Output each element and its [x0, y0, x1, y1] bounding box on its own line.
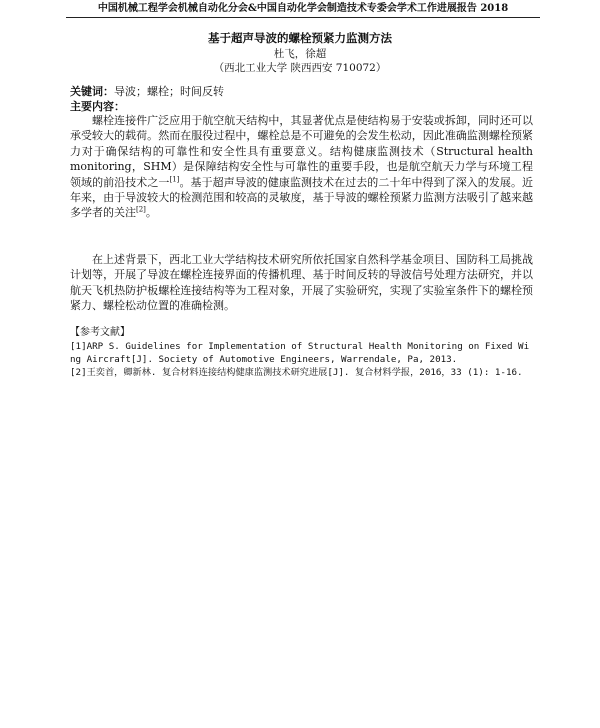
- paper-affiliation: （西北工业大学 陕西西安 710072）: [213, 62, 387, 74]
- reference-item-2: [2]王奕首，卿新林. 复合材料连接结构健康监测技术研究进展[J]. 复合材料学报，2016，33 (1): 1-16.: [70, 367, 523, 378]
- references-section: [70, 326, 533, 379]
- citation-1: [1]: [169, 174, 180, 183]
- keywords-line: [70, 84, 224, 99]
- paragraph-1-text-a: 螺栓连接件广泛应用于航空航天结构中，其显著优点是使结构易于安装或拆卸，同时还可以承受较大的载荷。然而在服役过程中，螺栓总是不可避免的会发生松动，因此准确监测螺栓预紧力对于确保结构的可靠性和安全性具有重要意义。结构健康监测技术（Structural health monitoring，SHM）是保障结构安全性与可靠性的重要手段，也是航空航天力学与环境工程领域的前沿技术之一: [70, 114, 533, 189]
- keywords-value: 导波；螺栓；时间反转: [114, 85, 224, 98]
- citation-2: [2]: [136, 205, 146, 214]
- references-title: 【参考文献】: [70, 327, 130, 338]
- header-rule: [66, 17, 540, 18]
- paragraph-1-text-b: 。基于超声导波的健康监测技术在过去的二十年中得到了深入的发展。近年来，由于导波较大的检测范围和较高的灵敏度，基于导波的螺栓预紧力监测方法吸引了越来越多学者的关注: [70, 175, 534, 220]
- main-content-label: 主要内容：: [70, 100, 125, 113]
- paper-authors: 杜飞，徐超: [273, 48, 327, 60]
- body-paragraph-2: 在上述背景下，西北工业大学结构技术研究所依托国家自然科学基金项目、国防科工局挑战计划等，开展了导波在螺栓连接界面的传播机理、基于时间反转的导波信号处理方法研究，并以航天飞机热防护板螺栓连接结构等为工程对象，开展了实验研究，实现了实验室条件下的螺栓预紧力、螺栓松动位置的准确检测。: [70, 253, 533, 313]
- running-header: 中国机械工程学会机械自动化分会&中国自动化学会制造技术专委会学术工作进展报告 2018: [97, 3, 509, 14]
- body-paragraph-1: [70, 113, 533, 221]
- paragraph-1-text-c: 。: [145, 206, 157, 220]
- reference-item-1: [1]ARP S. Guidelines for Implementation of Structural Health Monitoring on Fixed Wing Aircraft[J]. Society of Automotive Engineers, Warrendale, Pa, 2013.: [70, 341, 530, 365]
- paper-title: 基于超声导波的螺栓预紧力监测方法: [208, 31, 392, 45]
- keywords-label: 关键词：: [70, 85, 114, 98]
